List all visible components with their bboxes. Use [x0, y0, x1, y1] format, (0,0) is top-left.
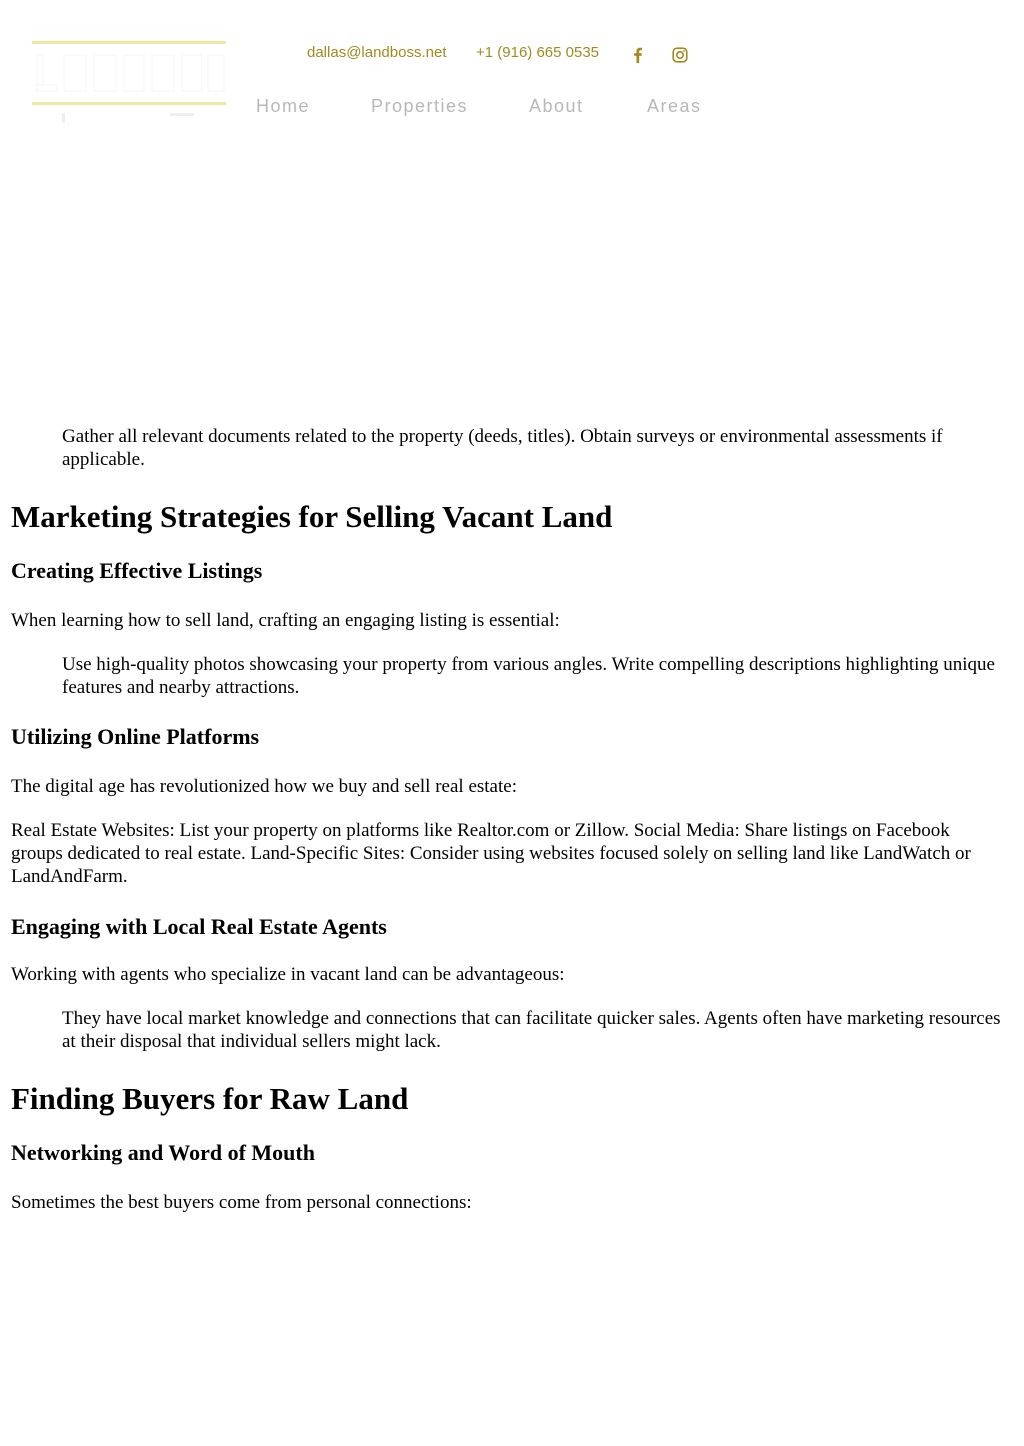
agents-quote: They have local market knowledge and connections that can facilitate quicker sales. Agents often have marketing resources at their disposal that individual sellers might lack.: [62, 1008, 1001, 1052]
nav-about[interactable]: About: [529, 96, 584, 116]
listings-quote: Use high-quality photos showcasing your property from various angles. Write compelling descriptions highlighting unique features and nearby attractions.: [62, 654, 995, 698]
networking-intro: Sometimes the best buyers come from personal connections:: [11, 1192, 472, 1213]
nav-areas[interactable]: Areas: [647, 96, 702, 116]
buyers-heading: Finding Buyers for Raw Land: [11, 1081, 409, 1116]
nav-properties[interactable]: Properties: [371, 96, 469, 116]
listings-intro: When learning how to sell land, crafting an engaging listing is essential:: [11, 610, 560, 631]
site-header: [0, 0, 1024, 140]
nav-home[interactable]: Home: [256, 96, 311, 116]
online-platforms-body: Real Estate Websites: List your property on platforms like Realtor.com or Zillow. Social Media: Share listings on Facebook groups dedicated to real estate. Land-Specific Sites: Consider using websites focused solely on selling land like LandWatch or LandAndFarm.: [11, 820, 971, 887]
logo-graphic: [32, 41, 226, 125]
documents-quote: Gather all relevant documents related to the property (deeds, titles). Obtain surveys or environmental assessments if applicable.: [62, 426, 943, 470]
listings-heading: Creating Effective Listings: [11, 558, 263, 583]
phone-link[interactable]: +1 (916) 665 0535: [476, 44, 600, 61]
marketing-heading: Marketing Strategies for Selling Vacant Land: [11, 499, 613, 534]
agents-heading: Engaging with Local Real Estate Agents: [11, 914, 387, 939]
site-logo[interactable]: [32, 41, 226, 125]
article-content: [11, 425, 1006, 1214]
facebook-icon[interactable]: [629, 46, 647, 64]
agents-intro: Working with agents who specialize in vacant land can be advantageous:: [11, 964, 565, 985]
email-link[interactable]: dallas@landboss.net: [307, 44, 447, 61]
online-platforms-heading: Utilizing Online Platforms: [11, 724, 260, 749]
instagram-icon[interactable]: [671, 46, 689, 64]
online-platforms-intro: The digital age has revolutionized how we buy and sell real estate:: [11, 776, 517, 797]
networking-heading: Networking and Word of Mouth: [11, 1140, 315, 1165]
